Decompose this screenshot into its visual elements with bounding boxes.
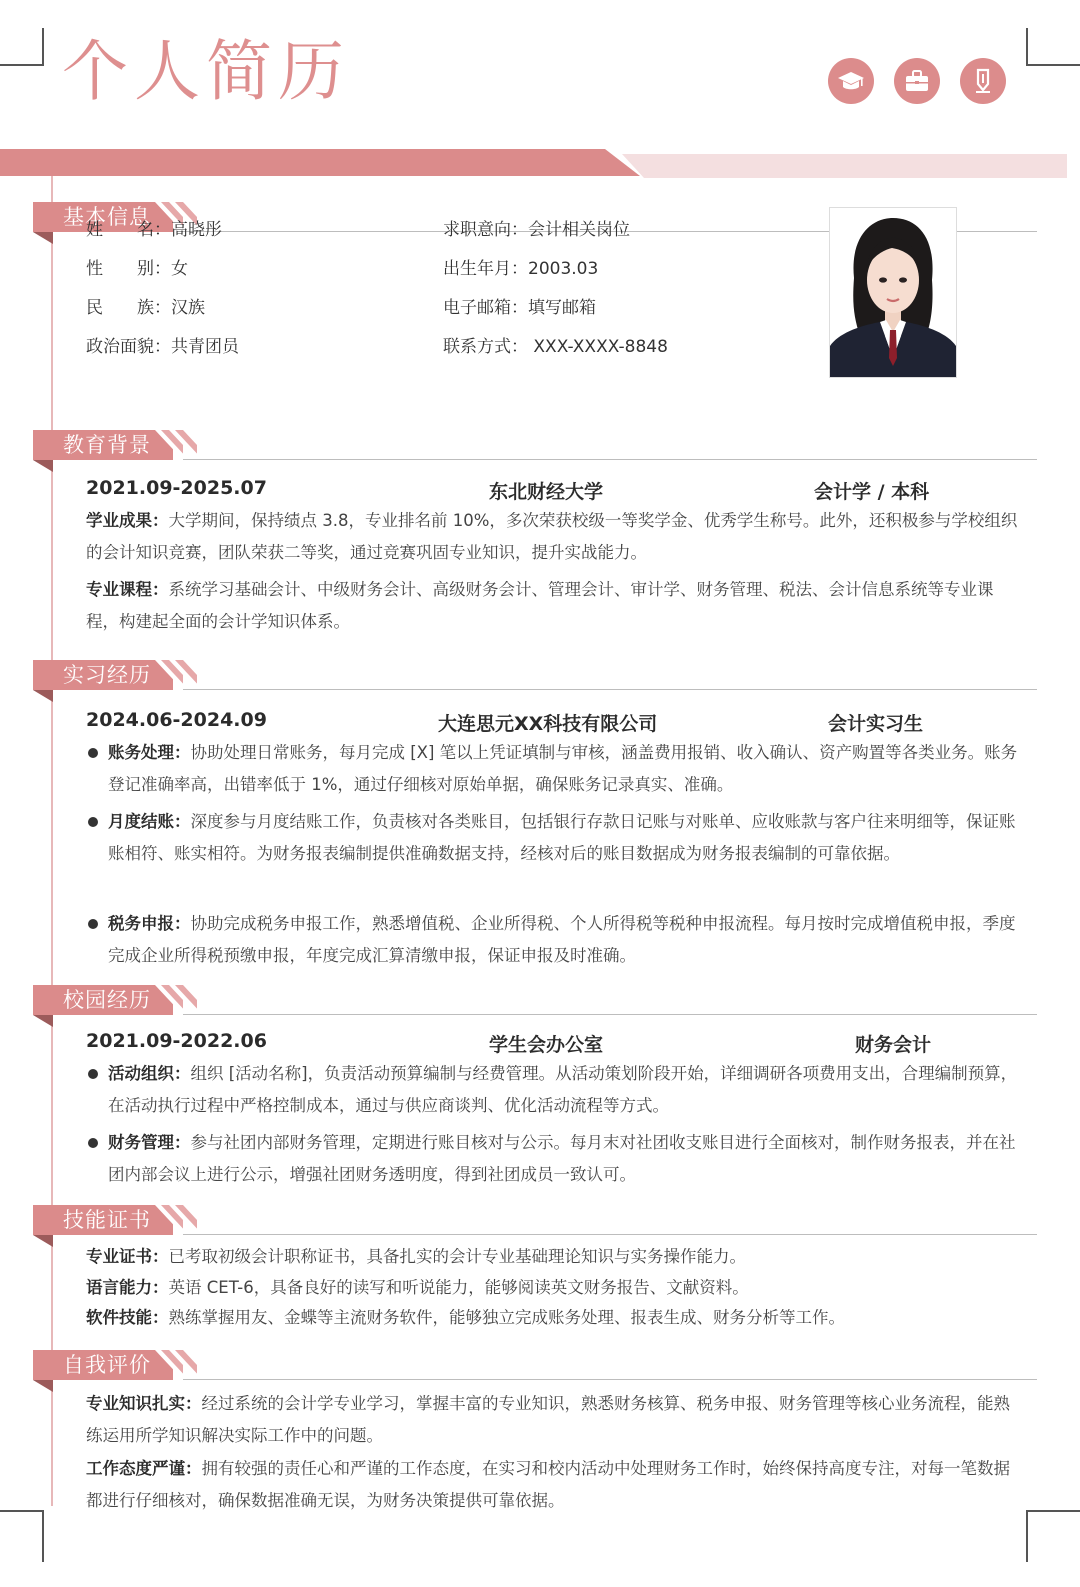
self-eval-knowledge: 专业知识扎实：经过系统的会计学专业学习，掌握丰富的专业知识，熟悉财务核算、税务申报、财务管理等核心业务流程，能熟练运用所学知识解决实际工作中的问题。 <box>86 1394 1010 1445</box>
campus-org: 学生会办公室 <box>489 1034 604 1056</box>
birth-field: 出生年月：2003.03 <box>443 259 599 279</box>
internship-accounting: 账务处理：协助处理日常账务，每月完成 [X] 笔以上凭证填制与审核，涵盖费用报销、收入确认、资产购置等各类业务。账务登记准确率高，出错率低于 1%，通过仔细核对原始单据，确保账务记录真实、准确。 <box>108 743 1018 794</box>
education-achievement: 学业成果：大学期间，保持绩点 3.8，专业排名前 10%，多次荣获校级一等奖学金、优秀学生称号。此外，还积极参与学校组织的会计知识竞赛，团队荣获二等奖，通过竞赛巩固专业知识，提升实战能力。 <box>86 511 1018 562</box>
education-courses: 专业课程：系统学习基础会计、中级财务会计、高级财务会计、管理会计、审计学、财务管理、税法、会计信息系统等专业课程，构建起全面的会计学知识体系。 <box>86 580 994 631</box>
ethnicity-field: 民 族：汉族 <box>86 298 205 318</box>
profile-photo <box>829 207 957 378</box>
phone-field: 联系方式： XXX-XXXX-8848 <box>443 337 668 357</box>
internship-role: 会计实习生 <box>828 713 924 735</box>
name-field: 姓 名：高晓彤 <box>86 220 222 240</box>
section-header-skills <box>33 1205 1037 1243</box>
internship-period: 2024.06-2024.09 <box>86 709 267 731</box>
section-header-education <box>33 430 1037 468</box>
section-header-self-eval <box>33 1350 1037 1388</box>
header-band-dark <box>0 149 640 176</box>
section-title: 校园经历 <box>63 988 151 1012</box>
internship-month-closing: 月度结账：深度参与月度结账工作，负责核对各类账目，包括银行存款日记账与对账单、应收账款与客户往来明细等，保证账账相符、账实相符。为财务报表编制提供准确数据支持，经核对后的账目数据成为财务报表编制的可靠依据。 <box>108 812 1016 863</box>
skill-language: 语言能力：英语 CET-6，具备良好的读写和听说能力，能够阅读英文财务报告、文献资料。 <box>86 1278 749 1297</box>
education-major: 会计学 / 本科 <box>814 481 930 503</box>
email-field: 电子邮箱：填写邮箱 <box>443 298 596 318</box>
corner-mark-top-left <box>0 28 44 66</box>
bullet-dot <box>88 1138 98 1148</box>
education-period: 2021.09-2025.07 <box>86 477 267 499</box>
timeline-line <box>51 176 53 1506</box>
corner-mark-bottom-left <box>0 1510 44 1562</box>
section-header-internship <box>33 660 1037 698</box>
bullet-dot <box>88 1069 98 1079</box>
campus-period: 2021.09-2022.06 <box>86 1030 267 1052</box>
campus-finance: 财务管理：参与社团内部财务管理，定期进行账目核对与公示。每月末对社团收支账目进行全面核对，制作财务报表，并在社团内部会议上进行公示，增强社团财务透明度，得到社团成员一致认可。 <box>108 1133 1016 1184</box>
section-title: 教育背景 <box>63 433 151 457</box>
section-title: 基本信息 <box>63 205 151 229</box>
section-title: 实习经历 <box>63 663 151 687</box>
section-title: 自我评价 <box>63 1353 151 1377</box>
bullet-dot <box>88 748 98 758</box>
section-header-campus <box>33 985 1037 1023</box>
section-title: 技能证书 <box>63 1208 151 1232</box>
bullet-dot <box>88 817 98 827</box>
skill-certificate: 专业证书：已考取初级会计职称证书，具备扎实的会计专业基础理论知识与实务操作能力。 <box>86 1247 746 1266</box>
campus-activity: 活动组织：组织 [活动名称]，负责活动预算编制与经费管理。从活动策划阶段开始，详细调研各项费用支出，合理编制预算，在活动执行过程中严格控制成本，通过与供应商谈判、优化活动流程等方式。 <box>108 1064 1018 1115</box>
job-target-field: 求职意向：会计相关岗位 <box>443 220 630 240</box>
self-eval-attitude: 工作态度严谨：拥有较强的责任心和严谨的工作态度，在实习和校内活动中处理财务工作时，始终保持高度专注，对每一笔数据都进行仔细核对，确保数据准确无误，为财务决策提供可靠依据。 <box>86 1459 1010 1510</box>
header-band-light <box>622 154 1067 178</box>
graduation-cap-icon <box>828 58 874 104</box>
page-title: 个人简历 <box>62 33 350 110</box>
politics-field: 政治面貌：共青团员 <box>86 337 239 357</box>
campus-role: 财务会计 <box>855 1034 932 1056</box>
briefcase-icon <box>894 58 940 104</box>
corner-mark-bottom-right <box>1026 1510 1080 1562</box>
gender-field: 性 别：女 <box>86 259 188 279</box>
education-school: 东北财经大学 <box>489 481 604 503</box>
bullet-dot <box>88 919 98 929</box>
internship-tax: 税务申报：协助完成税务申报工作，熟悉增值税、企业所得税、个人所得税等税种申报流程。每月按时完成增值税申报，季度完成企业所得税预缴申报，年度完成汇算清缴申报，保证申报及时准确。 <box>108 914 1016 965</box>
internship-company: 大连思元XX科技有限公司 <box>438 713 658 735</box>
skill-software: 软件技能：熟练掌握用友、金蝶等主流财务软件，能够独立完成账务处理、报表生成、财务分析等工作。 <box>86 1308 845 1327</box>
pen-icon <box>960 58 1006 104</box>
corner-mark-top-right <box>1026 28 1080 66</box>
